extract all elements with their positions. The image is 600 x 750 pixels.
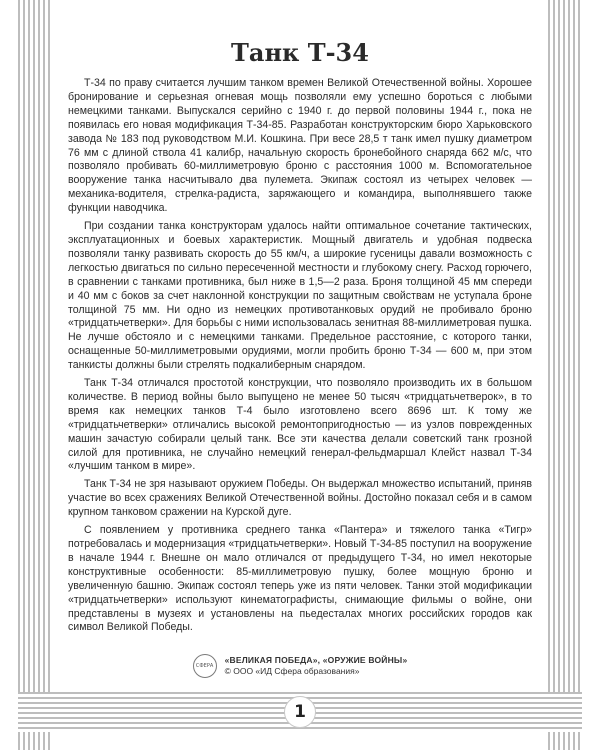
- article-body: [68, 77, 532, 639]
- paragraph: Танк Т-34 не зря называют оружием Победы. Он выдержал множество испытаний, приняв участие во всех сражениях Великой Отечественной войны. Достойно показал себя и в самом крупном танковом сражении на Курской дуге.: [68, 478, 532, 519]
- page-number: 1: [284, 696, 316, 728]
- paragraph: С появлением у противника среднего танка «Пантера» и тяжелого танка «Тигр» потребовалась и модернизация «тридцатьчетверки». Новый Т-34-85 поступил на вооружение в начале 1944 г. Внешне он мало отличался от предыдущего Т-34, но имел некоторые конструктивные особенности: 85-миллиметровую пушку, более мощную броню и увеличенную башню. Экипаж состоял теперь уже из пяти человек. Танки этой модификации «тридцатьчетверки» используют кинематографисты, снимающие фильмы о войне, они представлены в музеях и установлены на пьедесталах многих российских городов как символ Великой Победы.: [68, 524, 532, 634]
- publisher-logo-icon: [193, 654, 217, 678]
- paragraph: Т-34 по праву считается лучшим танком времен Великой Отечественной войны. Хорошее бронирование и серьезная огневая мощь позволяли ему успешно бороться с любыми немецкими танками. Выпускался серийно с 1940 г. до первой половины 1944 г., пока не появилась его новая модификация Т-34-85. Разработан конструкторским бюро Харьковского завода № 183 под руководством М.И. Кошкина. При весе 28,5 т танк имел пушку диаметром 76 мм с длиной ствола 41 калибр, начальную скорость бронебойного снаряда 662 м/с, что позволяло пробивать 60-миллиметровую броню с расстояния 1000 м. Вспомогательное вооружение танка насчитывало два пулемета. Экипаж состоял из четырех человек — механика-водителя, стрелка-радиста, заряжающего и командира, выполнявшего также функции наводчика.: [68, 77, 532, 215]
- page-footer: [52, 654, 548, 678]
- left-border-stripes: [18, 0, 52, 750]
- series-title: «ВЕЛИКАЯ ПОБЕДА», «ОРУЖИЕ ВОЙНЫ»: [224, 655, 408, 665]
- paragraph: При создании танка конструкторам удалось найти оптимальное сочетание тактических, эксплуатационных и боевых характеристик. Мощный двигатель и удобная подвеска позволяли танку развивать скорость до 55 км/ч, а широкие гусеницы давали возможность с легкостью двигаться по сильно пересеченной местности и глубокому снегу. Расход горючего, в сравнении с танками противника, был ниже в 1,5—2 раза. Броня толщиной 45 мм спереди и 40 мм с боков за счет наклонной конструкции по защитным свойствам не уступала броне толщиной 75 мм. Ни одно из немецких противотанковых орудий не пробивало броню «тридцатьчетверки». Для борьбы с ними использовалась зенитная 88-миллиметровая пушка. Не лучше обстояло и с немецкими танками. Предельное расстояние, с которого танки, оснащенные 50-миллиметровыми орудиями, могли пробить броню Т-34 — 600 м, при этом танкисты должны были стрелять подкалиберным снарядом.: [68, 220, 532, 372]
- paragraph: Танк Т-34 отличался простотой конструкции, что позволяло производить их в большом количестве. В период войны было выпущено не менее 50 тысяч «тридцатьчетверок», в то время как немецких танков Т-4 было изготовлено всего 8696 шт. К тому же «тридцатьчетверки» отличались высокой ремонтопригодностью — из узлов поврежденных машин зачастую собирали целый танк. Все эти качества делали советский танк грозной силой для противника, не случайно немецкий генерал-фельдмаршал Клейст назвал Т-34 «лучшим танком в мире».: [68, 377, 532, 473]
- page-title: Танк Т-34: [231, 38, 369, 67]
- right-border-stripes: [548, 0, 582, 750]
- publisher-copyright: © ООО «ИД Сфера образования»: [224, 666, 360, 676]
- footer-text: [225, 655, 408, 677]
- logo-text: СФЕРА: [195, 663, 214, 669]
- page-content: [52, 0, 548, 692]
